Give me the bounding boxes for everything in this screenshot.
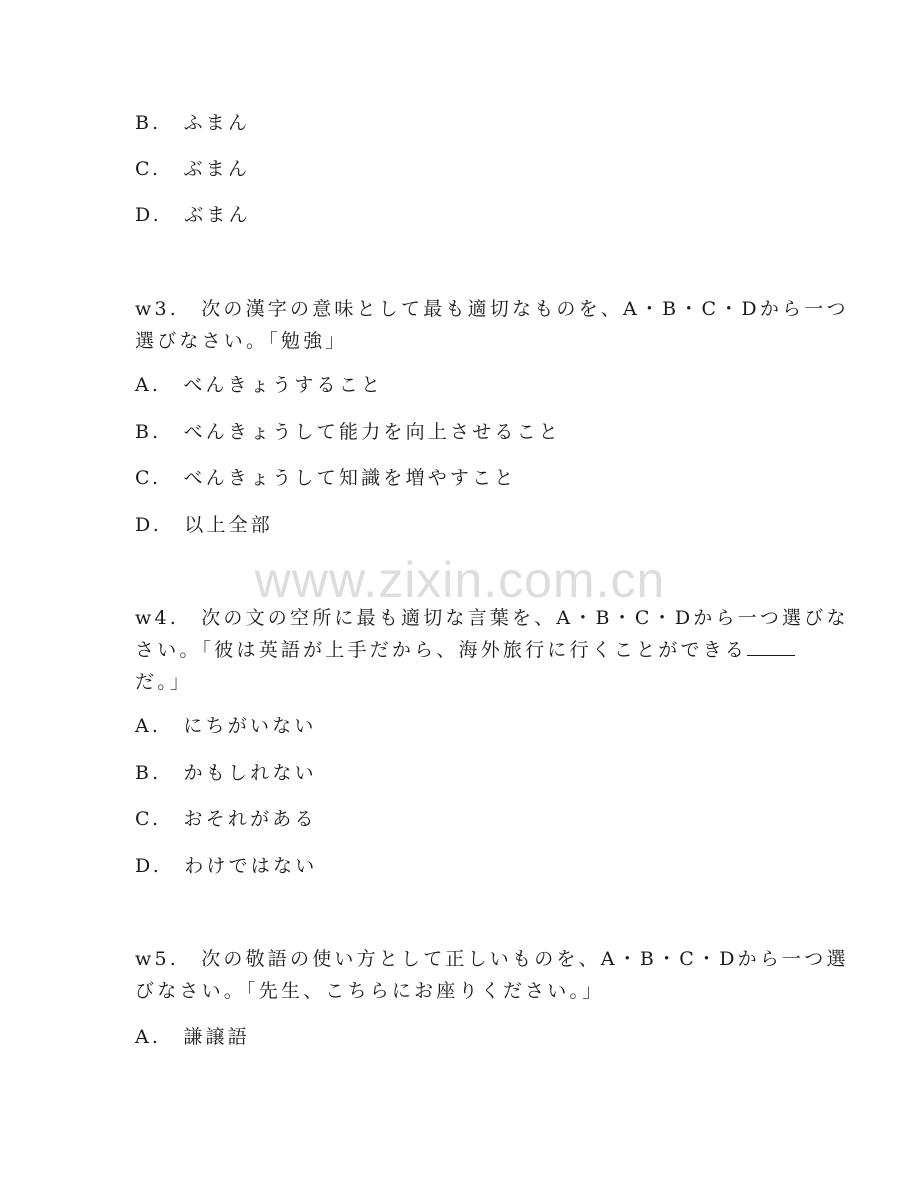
q3-option-b: B. べんきょうして能力を向上させること: [135, 421, 562, 443]
q3-option-a: A. べんきょうすること: [135, 374, 384, 396]
q4-question-line-2: [135, 634, 785, 666]
q5-question-line-2: びなさい。「先生、こちらにお座りください。」: [135, 980, 605, 1002]
answer-blank: [747, 635, 795, 656]
q3-option-d: D. 以上全部: [135, 514, 273, 536]
q4-option-b: B. かもしれない: [135, 762, 317, 784]
watermark: www.zixin.com.cn: [254, 552, 666, 608]
q3-option-c: C. べんきょうして知識を増やすこと: [135, 467, 517, 489]
q4-question-line-2-text: さい。「彼は英語が上手だから、海外旅行に行くことができる: [135, 639, 748, 661]
q3-question-line-2: 選びなさい。「勉強」: [135, 330, 348, 352]
q4-question-line-3: だ。」: [135, 671, 193, 693]
q4-option-c: C. おそれがある: [135, 808, 317, 830]
q2-option-c: C. ぶまん: [135, 158, 251, 180]
q4-option-d: D. わけではない: [135, 855, 318, 877]
q5-question-line-1: w5. 次の敬語の使い方として正しいものを、A・B・C・Dから一つ選: [135, 948, 849, 970]
q4-option-a: A. にちがいない: [135, 715, 317, 737]
q5-option-a: A. 謙譲語: [135, 1026, 250, 1048]
q4-question-line-1: w4. 次の文の空所に最も適切な言葉を、A・B・C・Dから一つ選びな: [135, 607, 849, 629]
q2-option-d: D. ぶまん: [135, 204, 251, 226]
q3-question-line-1: w3. 次の漢字の意味として最も適切なものを、A・B・C・Dから一つ: [135, 298, 849, 320]
q2-option-b: B. ふまん: [135, 112, 251, 134]
